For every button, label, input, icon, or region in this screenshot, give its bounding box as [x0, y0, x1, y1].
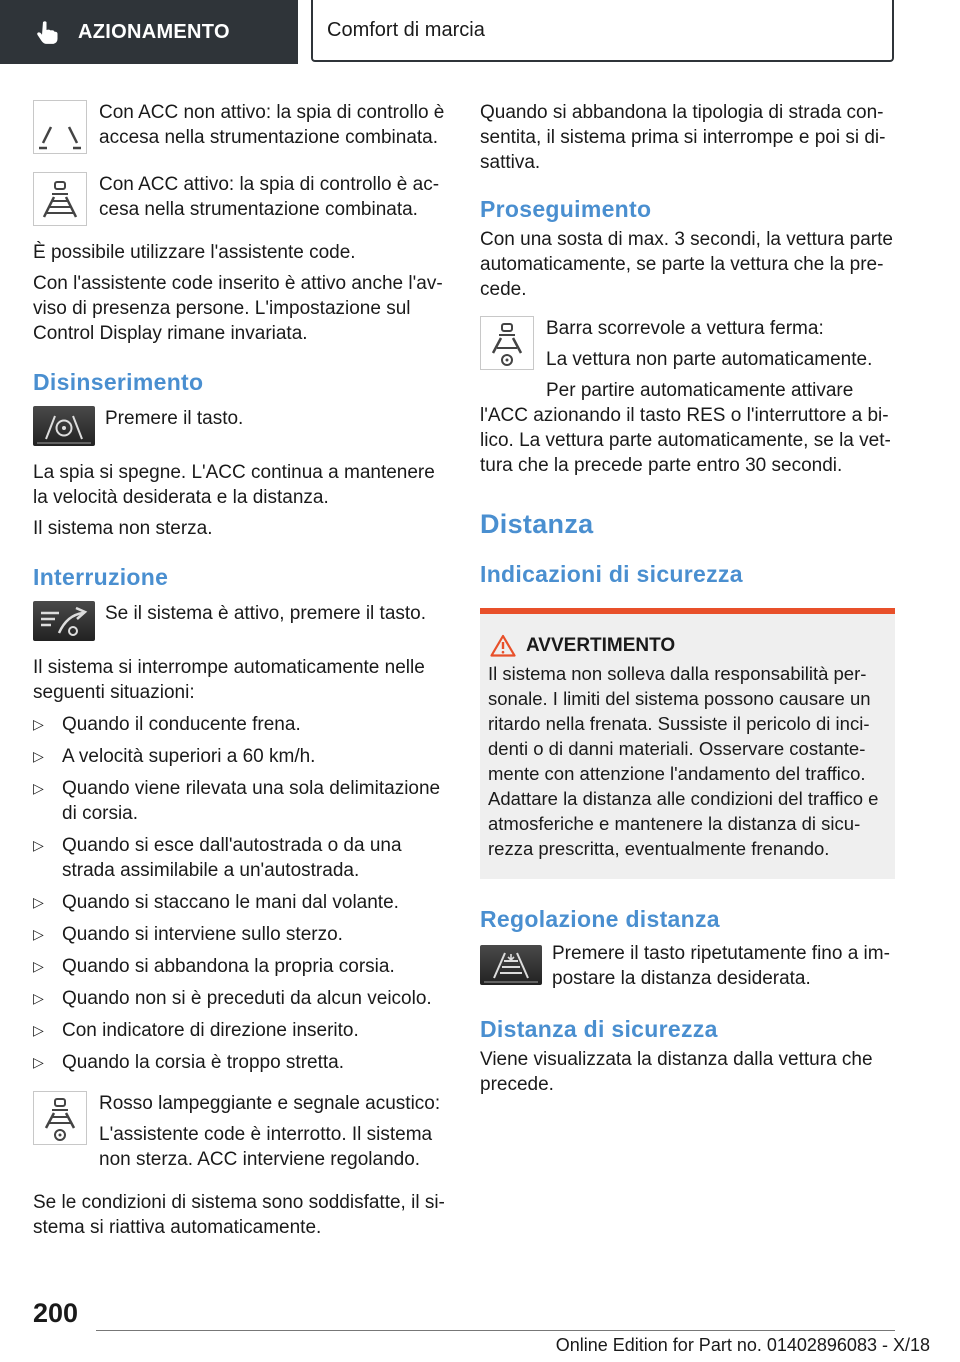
queue-interrupted-text: L'assistente code è interrotto. Il sistema non sterza. ACC interviene regolando.: [99, 1124, 433, 1170]
slider-text: Barra scorrevole a vettura ferma:: [546, 318, 824, 339]
no-steer-text: Il sistema non sterza.: [33, 518, 213, 539]
auto-start-text-b: l'ACC azionando il tasto RES o l'interruttore a bi-lico. La vettura parte automaticamente, se la vet-tura che la precede parte entro 30 secondi.: [480, 405, 891, 476]
heading-regolazione-distanza: Regolazione distanza: [480, 906, 720, 932]
list-item: ▷ Quando si abbandona la propria corsia.: [33, 956, 395, 977]
proseguimento-text: Con una sosta di max. 3 secondi, la vettura parte automaticamente, se parte la vettura che la pre-cede.: [480, 229, 893, 300]
lane-assist-standstill-icon: [480, 316, 534, 370]
warning-title: AVVERTIMENTO: [526, 634, 676, 656]
list-item: ▷ Quando non si è preceduti da alcun veicolo.: [33, 988, 432, 1009]
warning-text: Il sistema non solleva dalla responsabilità per-sonale. I limiti del sistema possono causare un ritardo nella frenata. Sussiste il pericolo di inci-denti o di danni materiali. Osservare costante-mente con attenzione l'andamento del traffico. Adattare la distanza alle condizioni del traffico e atmosferiche e mantenere la distanza di sicu-rezza prescritta, eventualmente frenando.: [488, 663, 879, 859]
acc-active-text: Con ACC attivo: la spia di controllo è ac-cesa nella strumentazione combinata.: [99, 174, 440, 220]
list-item: ▷ Quando si interviene sullo sterzo.: [33, 924, 343, 945]
list-item: ▷ Quando si esce dall'autostrada o da una strada assimilabile a un'autostrada.: [33, 835, 402, 881]
road-type-text: Quando si abbandona la tipologia di strada con-sentita, il sistema prima si interrompe e poi si di-sattiva.: [480, 102, 886, 173]
heading-distanza-sicurezza: Distanza di sicurezza: [480, 1016, 718, 1042]
red-flash-text: Rosso lampeggiante e segnale acustico:: [99, 1093, 441, 1114]
list-item: ▷ Quando viene rilevata una sola delimitazione di corsia.: [33, 778, 441, 824]
list-item: ▷ Quando si staccano le mani dal volante.: [33, 892, 399, 913]
page-number: 200: [33, 1298, 79, 1328]
hand-pointer-icon: [34, 19, 60, 45]
list-item: ▷ Quando la corsia è troppo stretta.: [33, 1052, 344, 1073]
no-auto-start-text: La vettura non parte automaticamente.: [546, 349, 873, 370]
auto-start-text-a: Per partire automaticamente attivare: [546, 380, 854, 401]
disinserimento-text: Premere il tasto.: [105, 408, 244, 429]
footer-divider: [96, 1330, 895, 1331]
acc-inactive-text: Con ACC non attivo: la spia di controllo è accesa nella strumentazione combinata.: [99, 102, 445, 148]
left-column: [33, 100, 446, 1240]
heading-indicazioni-sicurezza: Indicazioni di sicurezza: [480, 561, 743, 587]
lane-assist-inactive-icon: [33, 100, 87, 154]
distance-button-icon: [480, 945, 542, 985]
list-item: ▷ Quando il conducente frena.: [33, 714, 301, 735]
disinserimento-row: [33, 406, 446, 446]
header-chapter-title: Comfort di marcia: [327, 18, 485, 41]
right-column: [480, 100, 895, 1097]
header-section-tab: [0, 0, 298, 64]
interruzione-row: [33, 601, 446, 641]
slider-row: [480, 316, 895, 403]
distanza-sicurezza-text: Viene visualizzata la distanza dalla vettura che precede.: [480, 1049, 873, 1095]
steering-wheel-button-icon: [33, 406, 95, 446]
queue-assist-text: È possibile utilizzare l'assistente code.: [33, 242, 356, 263]
lane-assist-active-icon: [33, 172, 87, 226]
acc-active-row: [33, 172, 446, 226]
auto-interrupt-text: Il sistema si interrompe automaticamente nelle seguenti situazioni:: [33, 657, 425, 703]
light-off-text: La spia si spegne. L'ACC continua a mantenere la velocità desiderata e la distanza.: [33, 462, 435, 508]
footer-edition: Online Edition for Part no. 01402896083 - X/18: [555, 1335, 930, 1355]
pedestrian-warning-text: Con l'assistente code inserito è attivo anche l'av-viso di presenza persone. L'impostazione sul Control Display rimane invariata.: [33, 273, 443, 344]
heading-disinserimento: Disinserimento: [33, 369, 204, 395]
red-flash-row: [33, 1091, 446, 1172]
warning-triangle-icon: [490, 634, 516, 657]
lane-assist-warning-icon: [33, 1091, 87, 1145]
interrupt-button-icon: [33, 601, 95, 641]
reactivate-text: Se le condizioni di sistema sono soddisfatte, il si-stema si riattiva automaticamente.: [33, 1192, 445, 1238]
interruzione-text: Se il sistema è attivo, premere il tasto.: [105, 603, 427, 624]
list-item: ▷ Con indicatore di direzione inserito.: [33, 1020, 359, 1041]
regolazione-row: [480, 941, 895, 991]
acc-inactive-row: [33, 100, 446, 154]
warning-box: [480, 608, 895, 879]
heading-distanza: Distanza: [480, 509, 594, 539]
warning-title-row: [488, 634, 887, 657]
header-chapter-tab: [311, 0, 894, 62]
regolazione-text: Premere il tasto ripetutamente fino a im-postare la distanza desiderata.: [552, 943, 890, 989]
header-section-title: AZIONAMENTO: [78, 20, 230, 43]
heading-interruzione: Interruzione: [33, 564, 169, 590]
interrupt-situations-list: [33, 712, 446, 1075]
list-item: ▷ A velocità superiori a 60 km/h.: [33, 746, 316, 767]
heading-proseguimento: Proseguimento: [480, 196, 652, 222]
